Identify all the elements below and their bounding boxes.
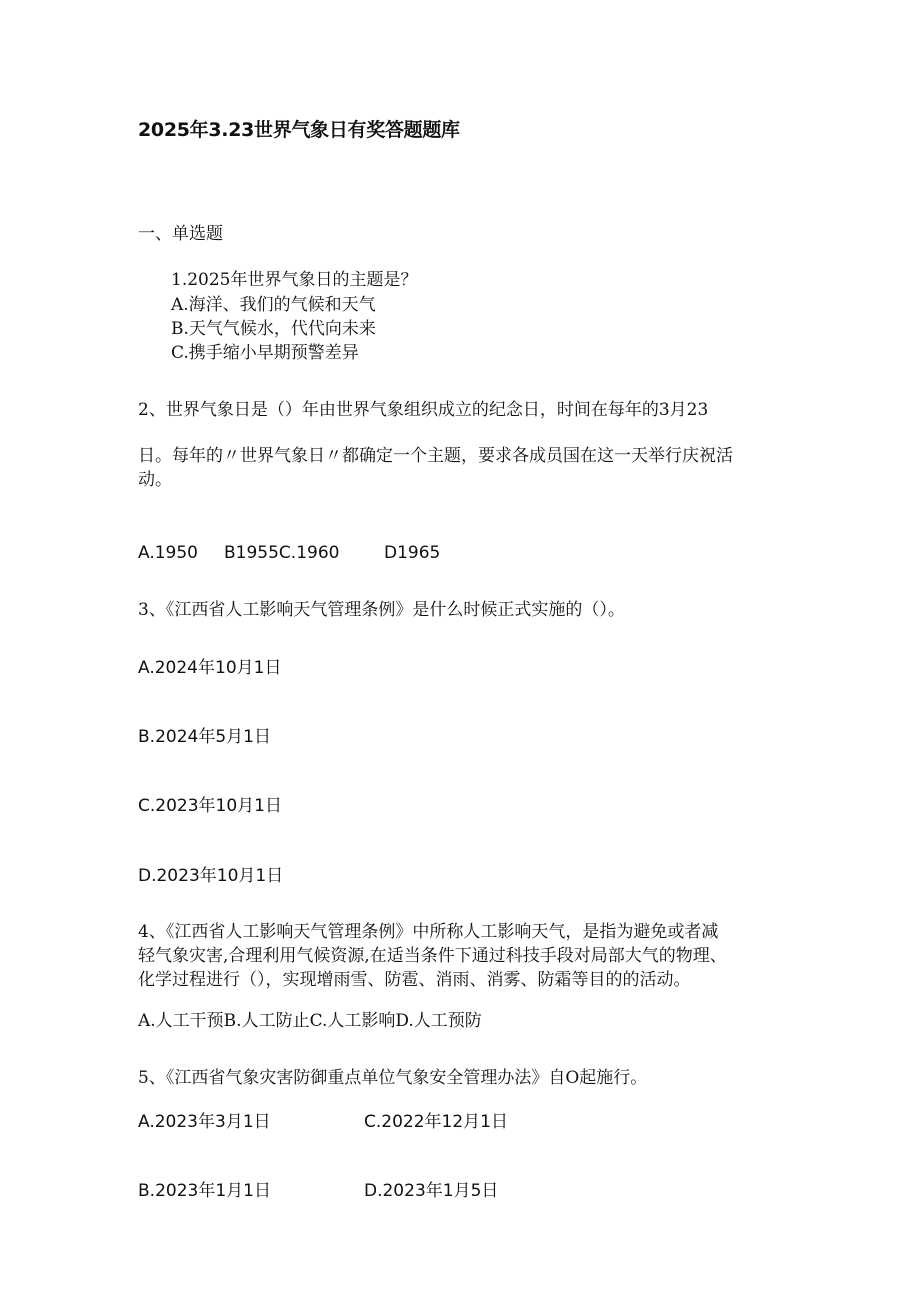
option-a: A.2023年3月1日 (138, 1112, 271, 1132)
question-text: 1.2025年世界气象日的主题是？ (171, 270, 418, 290)
page-title: 2025年3.23世界气象日有奖答题题库 (138, 119, 460, 141)
option-a: A.海洋、我们的气候和天气 (171, 295, 376, 315)
option-c: C.2023年10月1日 (138, 796, 282, 816)
question-text: 5、《江西省气象灾害防御重点单位气象安全管理办法》自O起施行。 (138, 1068, 648, 1088)
question-text-line-1: 2、世界气象日是（）年由世界气象组织成立的纪念日，时间在每年的3月23 (138, 400, 709, 420)
option-b-c: B1955C.1960 (224, 543, 340, 563)
options-line: A.人工干预B.人工防止C.人工影响D.人工预防 (138, 1011, 482, 1031)
option-c: C.2022年12月1日 (364, 1112, 508, 1132)
question-text-line-1: 4、《江西省人工影响天气管理条例》中所称人工影响天气，是指为避免或者减 (138, 922, 719, 942)
option-a: A.2024年10月1日 (138, 658, 282, 678)
option-d: D.2023年10月1日 (138, 866, 284, 886)
section-heading: 一、单选题 (138, 224, 223, 244)
question-text-line-2: 日。每年的〃世界气象日〃都确定一个主题，要求各成员国在这一天举行庆祝活 (138, 446, 733, 466)
option-d: D1965 (384, 543, 441, 563)
option-b: B.天气气候水，代代向未来 (171, 319, 376, 339)
question-text-line-2: 轻气象灾害,合理利用气候资源,在适当条件下通过科技手段对局部大气的物理、 (138, 946, 727, 966)
question-text: 3、《江西省人工影响天气管理条例》是什么时候正式实施的（）。 (138, 600, 625, 620)
option-b: B.2023年1月1日 (138, 1181, 271, 1201)
option-b: B.2024年5月1日 (138, 727, 271, 747)
option-a: A.1950 (138, 543, 198, 563)
option-c: C.携手缩小早期预警差异 (171, 343, 359, 363)
option-d: D.2023年1月5日 (364, 1181, 499, 1201)
question-text-line-3: 动。 (138, 470, 172, 490)
question-text-line-3: 化学过程进行（），实现增雨雪、防雹、消雨、消雾、防霜等目的的活动。 (138, 970, 691, 990)
